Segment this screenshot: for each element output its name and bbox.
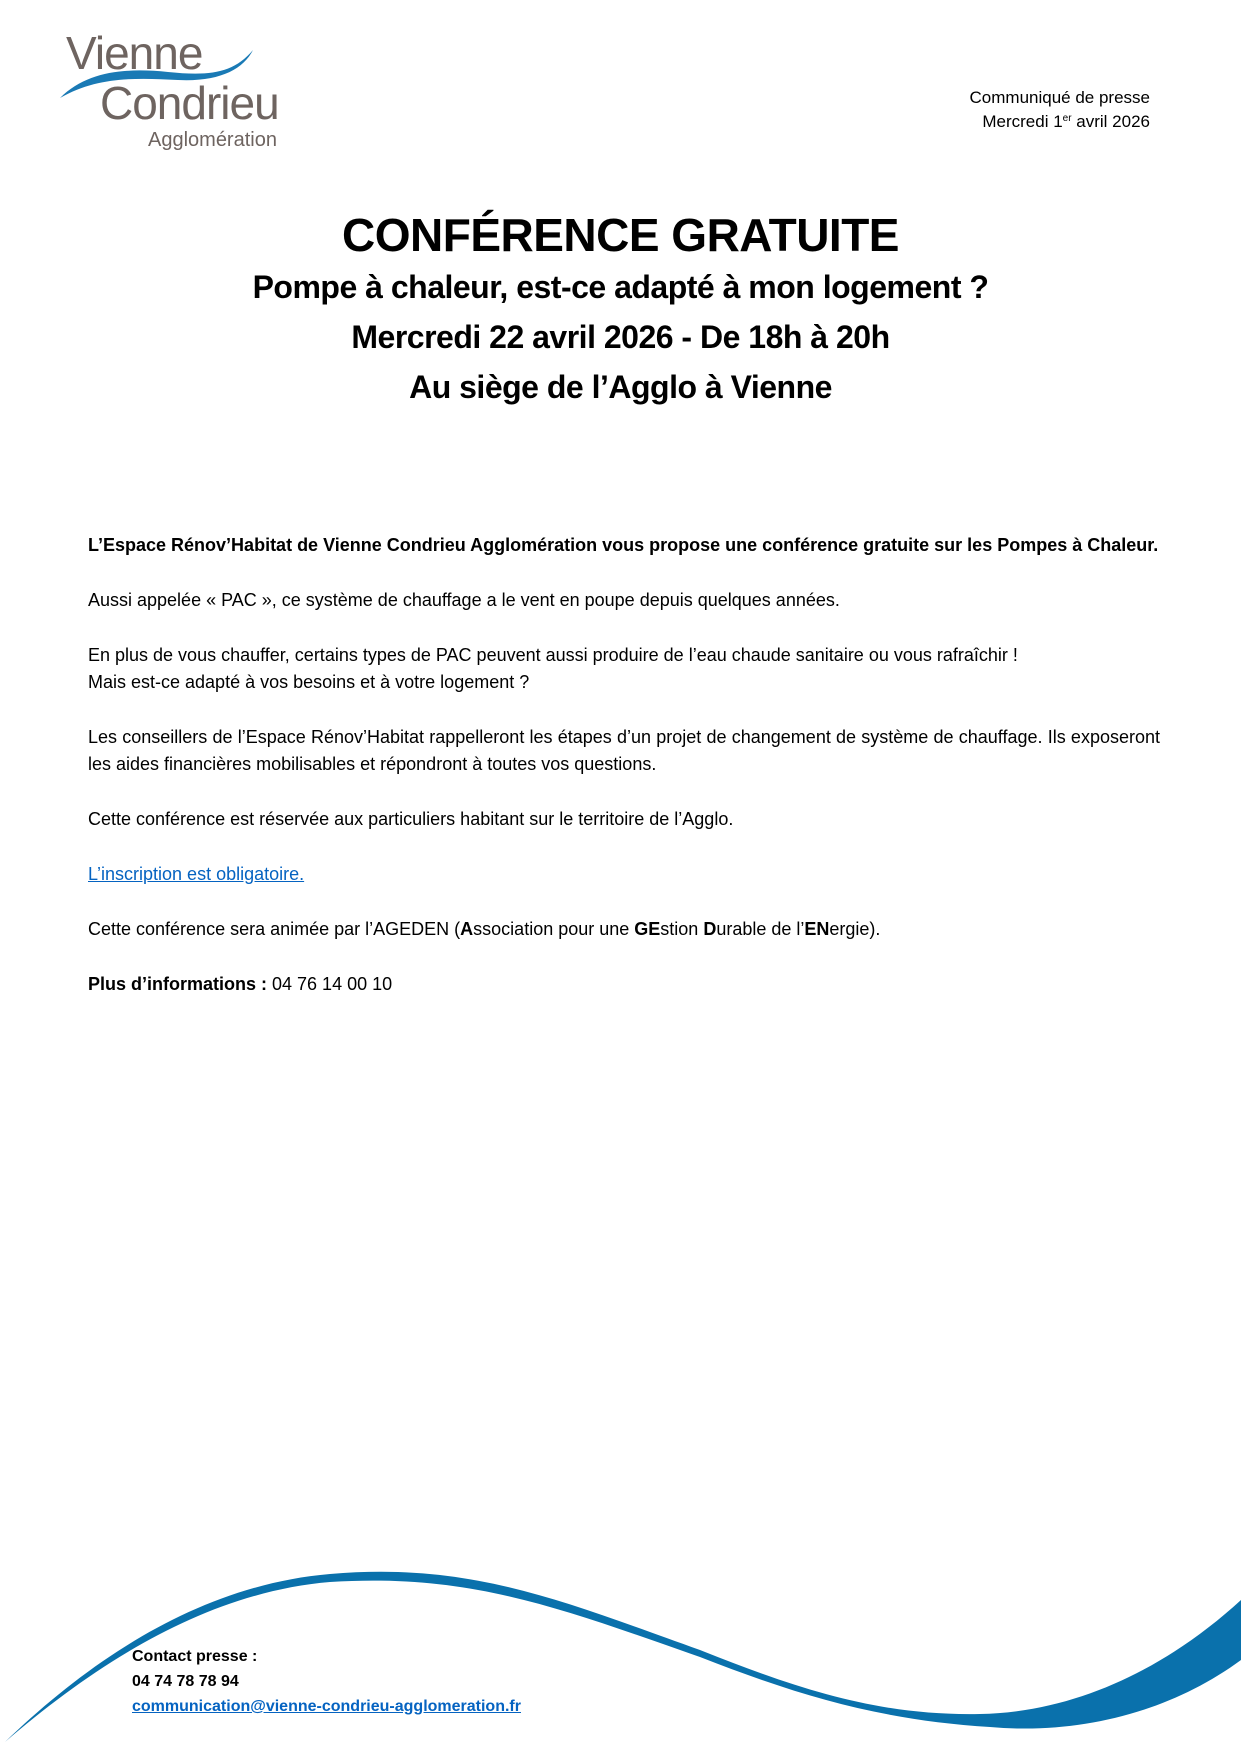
more-info-phone: 04 76 14 00 10 <box>267 974 393 994</box>
organization-logo <box>58 27 328 151</box>
press-release-body <box>88 532 1160 1026</box>
press-release-header <box>970 86 1150 134</box>
lead-paragraph: L’Espace Rénov’Habitat de Vienne Condrieu Agglomération vous propose une conférence gratuite sur les Pompes à Chaleur. <box>88 535 1159 555</box>
event-datetime: Mercredi 22 avril 2026 - De 18h à 20h <box>351 319 890 355</box>
event-subtitle: Pompe à chaleur, est-ce adapté à mon logement ? <box>252 269 989 305</box>
more-info-label: Plus d’informations : <box>88 974 268 994</box>
registration-paragraph <box>88 861 1160 888</box>
contact-label: Contact presse : <box>132 1648 258 1665</box>
page-title: CONFÉRENCE GRATUITE <box>342 209 899 261</box>
logo-text-condrieu: Condrieu <box>100 77 279 129</box>
contact-phone: 04 74 78 78 94 <box>132 1673 239 1690</box>
paragraph-ageden: Cette conférence sera animée par l’AGEDEN (Association pour une GEstion Durable de l’ENergie). <box>88 919 881 939</box>
registration-link[interactable]: L’inscription est obligatoire. <box>88 864 305 884</box>
paragraph-uses: En plus de vous chauffer, certains types de PAC peuvent aussi produire de l’eau chaude sanitaire ou vous rafraîchir ! Mais est-ce adapté à vos besoins et à votre logement ? <box>88 645 1018 692</box>
paragraph-eligibility: Cette conférence est réservée aux particuliers habitant sur le territoire de l’Agglo. <box>88 809 734 829</box>
press-contact <box>132 1644 521 1719</box>
contact-email-link[interactable]: communication@vienne-condrieu-agglomeration.fr <box>132 1698 521 1715</box>
document-type: Communiqué de presse <box>969 88 1150 107</box>
event-location: Au siège de l’Agglo à Vienne <box>409 369 832 405</box>
logo-text-agglomeration: Agglomération <box>148 129 277 151</box>
paragraph-pac: Aussi appelée « PAC », ce système de chauffage a le vent en poupe depuis quelques années. <box>88 590 840 610</box>
title-block <box>0 208 1241 412</box>
logo-text-vienne: Vienne <box>66 27 203 79</box>
more-info <box>88 971 1160 998</box>
paragraph-advisors: Les conseillers de l’Espace Rénov’Habitat rappelleront les étapes d’un projet de changement de système de chauffage. Ils exposeront les aides financières mobilisables et répondront à toutes vos questions. <box>88 727 1160 774</box>
release-date: Mercredi 1er avril 2026 <box>982 112 1150 131</box>
